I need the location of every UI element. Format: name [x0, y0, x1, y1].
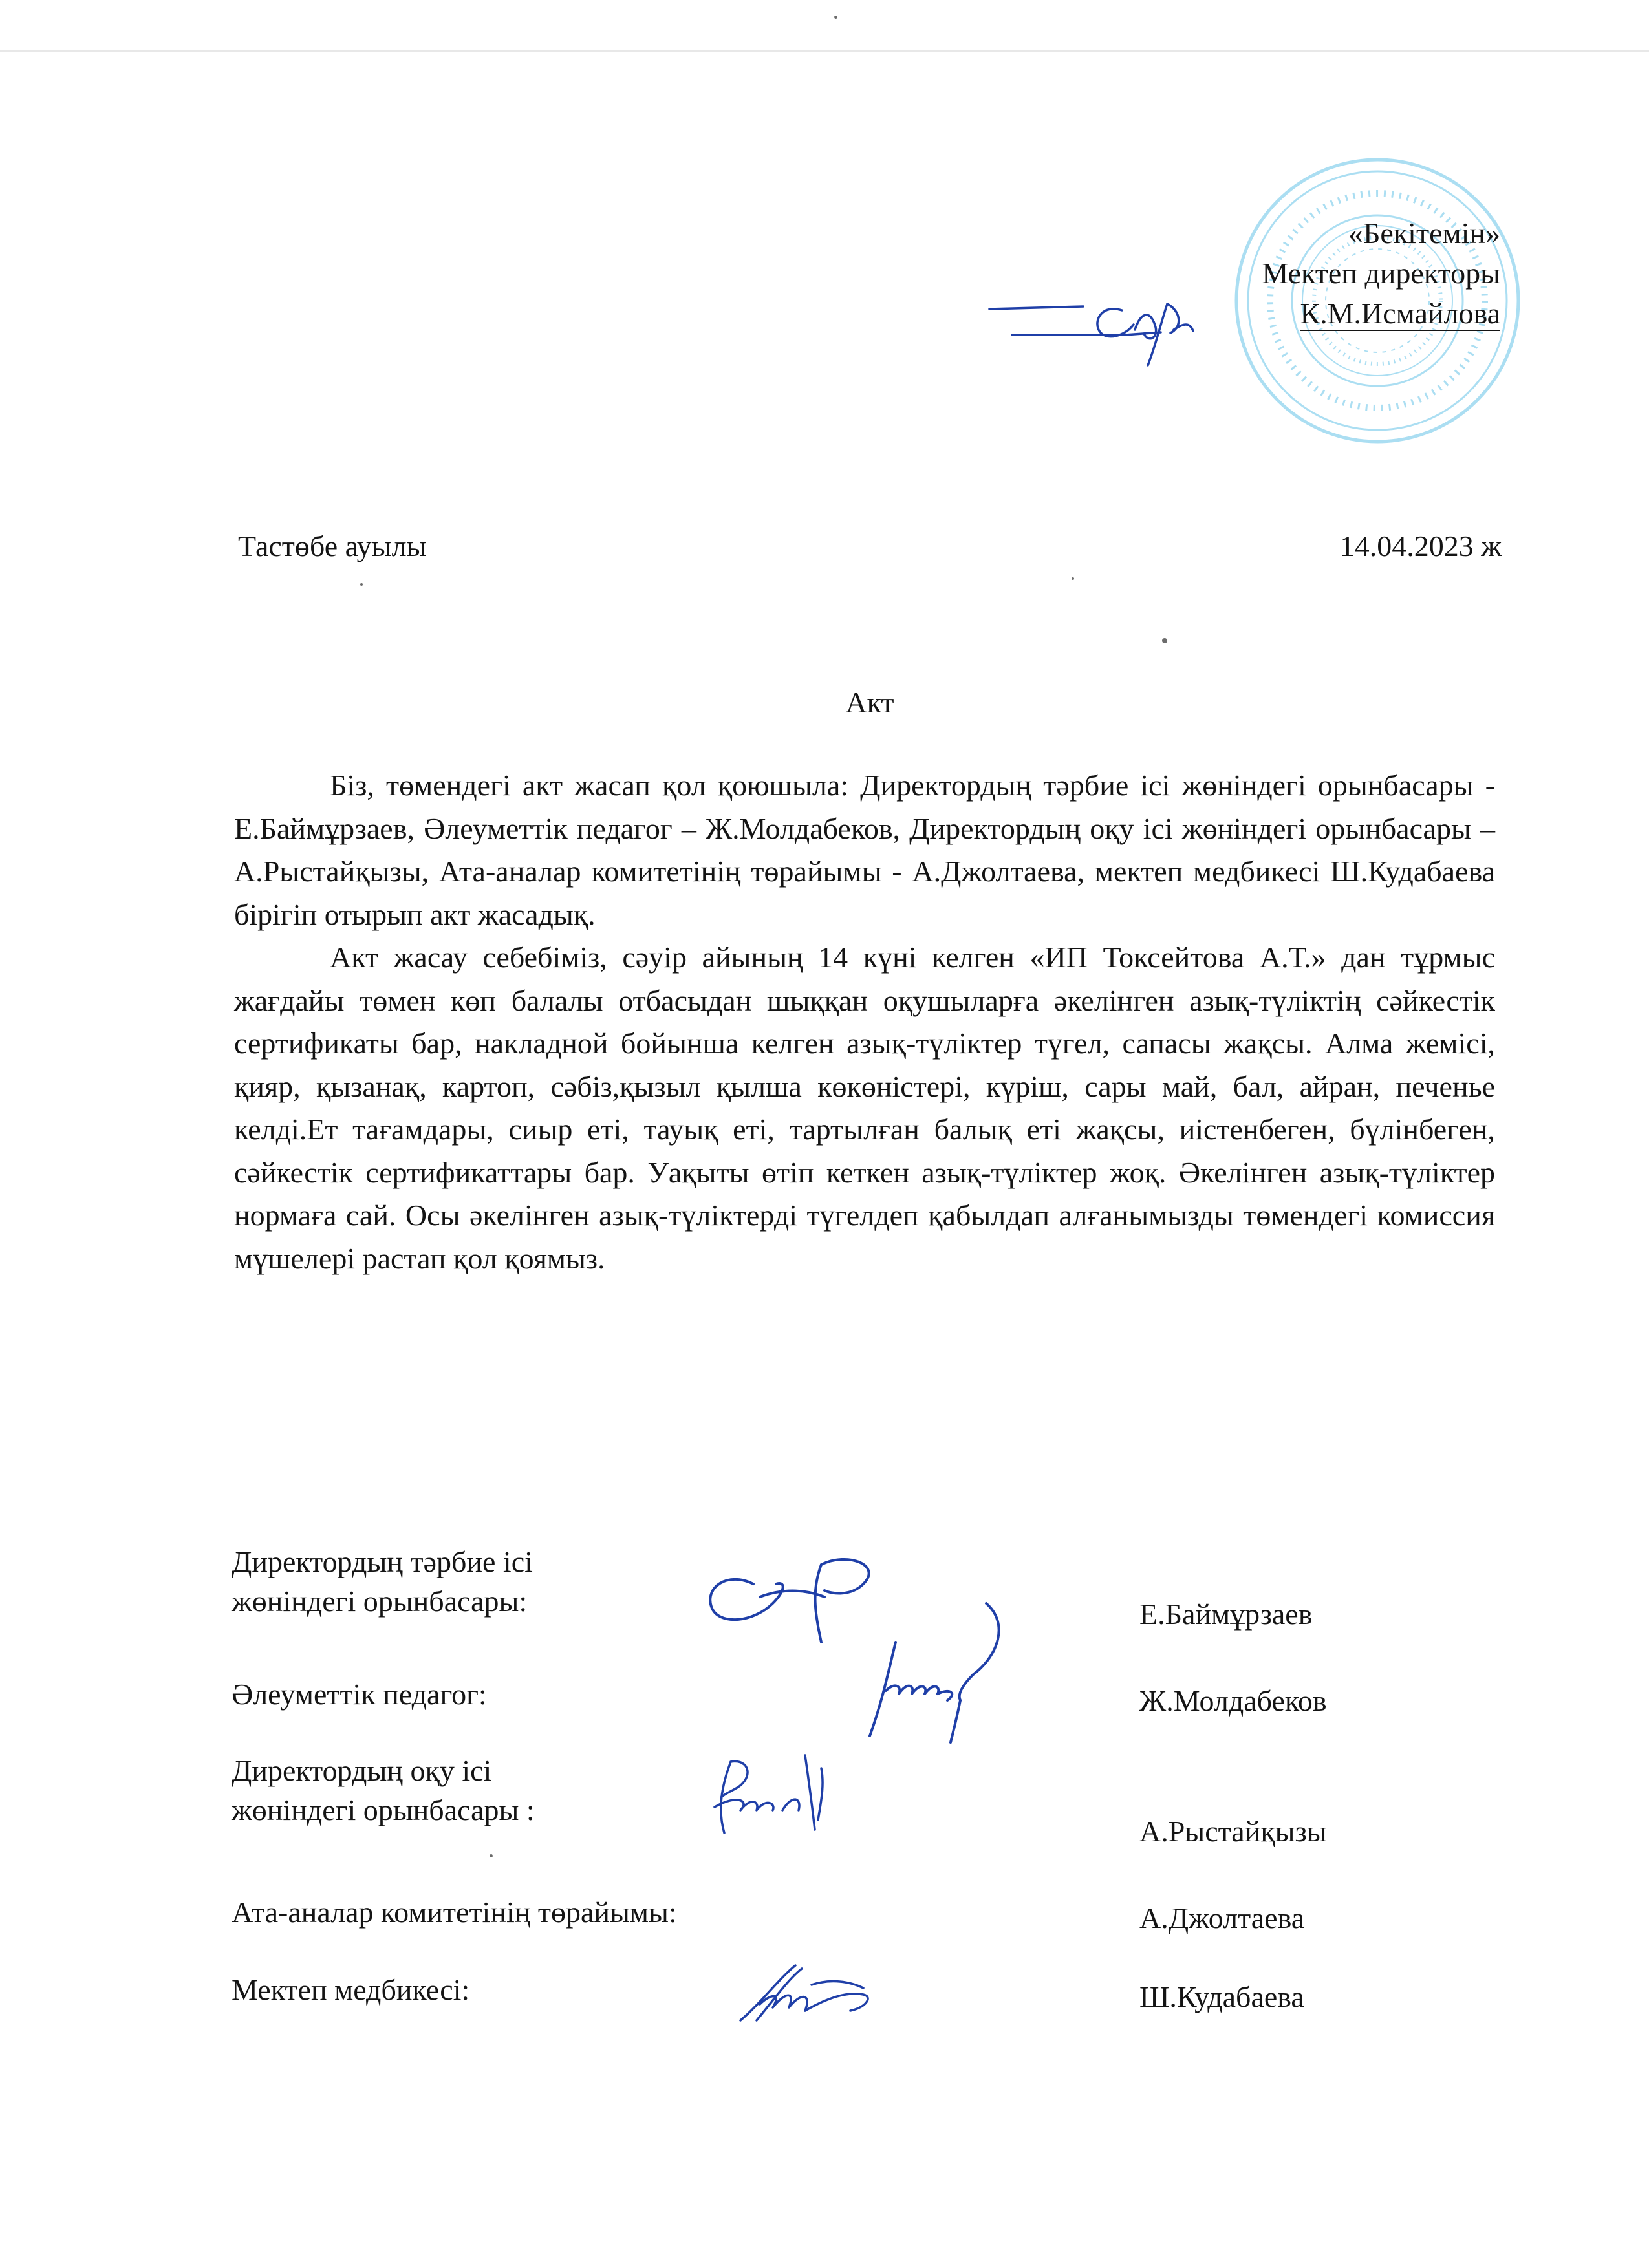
signature-5 [734, 1959, 876, 2024]
signature-2 [860, 1597, 1028, 1746]
signatory-3-role [232, 1751, 535, 1830]
scan-speck [1072, 577, 1074, 580]
act-paragraph-1: Біз, төмендегі акт жасап қол қоюшыла: Директордың тәрбие ісі жөніндегі орынбасары - Е.Баймұрзаев, Әлеуметтік педагог – Ж.Молдабеков, Директордың оқу ісі жөніндегі орынбасары – А.Рыстайқызы, Ата-аналар комитетінің төрайымы - А.Джолтаева, мектеп медбикесі Ш.Кудабаева бірігіп отырып акт жасадық. [234, 769, 1495, 931]
signatory-3-role-line1: Директордың оқу ісі [232, 1754, 492, 1787]
signatory-4-name: А.Джолтаева [1139, 1901, 1305, 1934]
document-date: 14.04.2023 ж [1339, 530, 1502, 562]
place-name: Тастөбе ауылы [238, 530, 427, 562]
scan-speck [1162, 638, 1167, 643]
signatory-1-role-line2: жөніндегі орынбасары: [232, 1585, 528, 1618]
signatory-3-role-line2: жөніндегі орынбасары : [232, 1793, 535, 1826]
signatory-2-name: Ж.Молдабеков [1139, 1684, 1327, 1717]
signatory-2-role: Әлеуметтік педагог: [232, 1678, 487, 1711]
scan-speck [834, 16, 837, 19]
director-signature-line [1262, 294, 1500, 334]
approval-heading: «Бекітемін» [1348, 217, 1500, 250]
signatory-1-name: Е.Баймұрзаев [1139, 1598, 1313, 1631]
approval-block [1262, 213, 1500, 334]
signatory-4-role: Ата-аналар комитетінің төрайымы: [232, 1896, 677, 1929]
scan-speck [360, 583, 363, 586]
document-title: Акт [845, 686, 894, 719]
scan-speck [490, 1854, 493, 1857]
signatory-1-role [232, 1542, 533, 1621]
signatory-5-role: Мектеп медбикесі: [232, 1973, 470, 2006]
signature-3 [711, 1749, 841, 1839]
scan-edge-line [0, 50, 1649, 52]
signatory-1-role-line1: Директордың тәрбие ісі [232, 1545, 533, 1578]
director-name: К.М.Исмайлова [1300, 297, 1500, 330]
act-paragraph-2: Акт жасау себебіміз, сәуір айының 14 күні келген «ИП Токсейтова А.Т.» дан тұрмыс жағдайы төмен көп балалы отбасыдан шыққан оқушыларға әкелінген азық-түліктің сәйкестік сертификаты бар, накладной бойынша келген азық-түліктер түгел, сапасы жақсы. Алма жемісі, қияр, қызанақ, картоп, сәбіз,қызыл қылша көкөністері, күріш, сары май, бал, айран, печенье келді.Ет тағамдары, сиыр еті, тауық еті, тартылған балық еті жақсы, иістенбеген, бүлінбеген, сәйкестік сертификаттары бар. Уақыты өтіп кеткен азық-түліктер жоқ. Әкелінген азық-түліктер нормаға сай. Осы әкелінген азық-түліктерді түгелдеп қабылдап алғанымызды төмендегі комиссия мүшелері растап қол қоямыз. [234, 941, 1495, 1275]
signatory-3-name: А.Рыстайқызы [1139, 1815, 1327, 1848]
signatory-5-name: Ш.Кудабаева [1139, 1980, 1304, 2013]
act-body [234, 764, 1495, 1280]
approval-position: Мектеп директоры [1262, 257, 1500, 290]
director-signature [986, 284, 1258, 369]
